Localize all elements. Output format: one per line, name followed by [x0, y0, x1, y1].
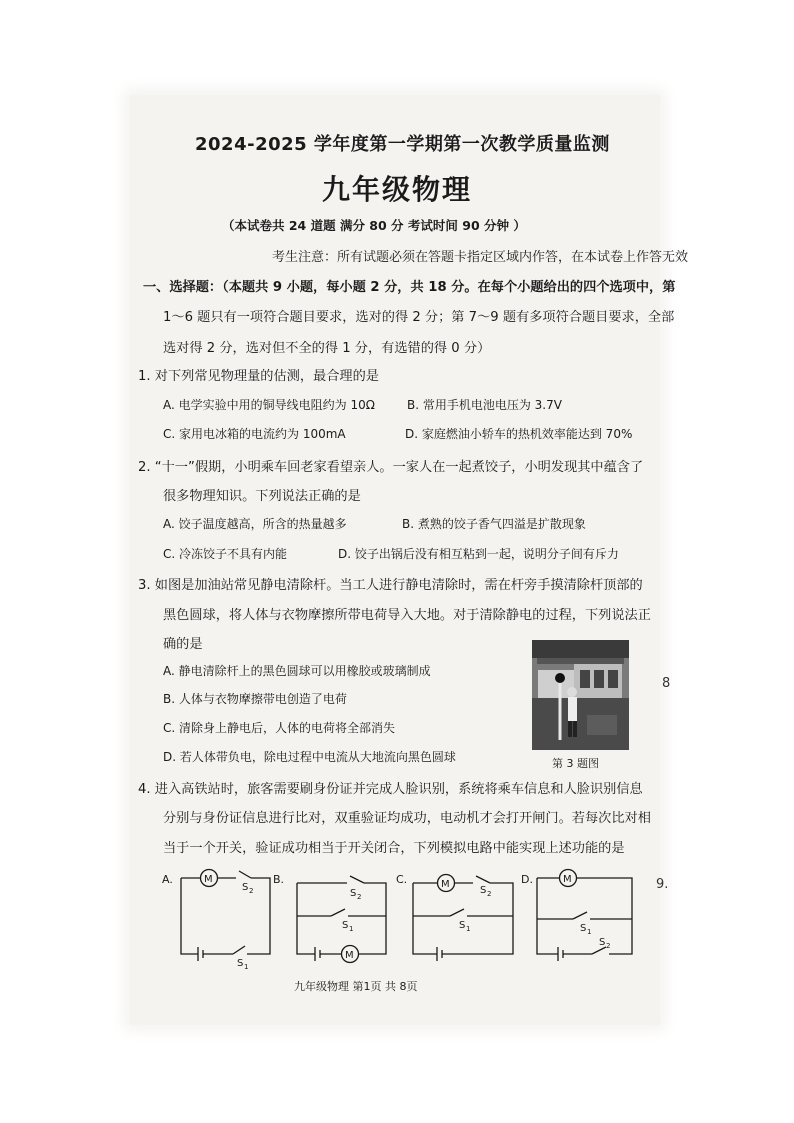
switch-label: S [459, 920, 466, 931]
motor-symbol: M [441, 879, 450, 890]
motor-symbol: M [345, 950, 354, 961]
q1-option-d: D. 家庭燃油小轿车的热机效率能达到 70% [405, 427, 633, 441]
q2-option-c: C. 冷冻饺子不具有内能 [163, 547, 288, 561]
switch-subscript: 1 [466, 925, 471, 933]
page-footer: 九年级物理 第1页 共 8页 [294, 980, 418, 993]
switch-subscript: 2 [249, 887, 254, 895]
q2-option-d: D. 饺子出锅后没有相互粘到一起，说明分子间有斥力 [338, 547, 619, 561]
q4-stem-line: 分别与身份证信息进行比对，双重验证均成功，电动机才会打开闸门。若每次比对相 [163, 811, 651, 826]
q4-circuit-diagrams [150, 858, 650, 970]
section1-heading: 一、选择题：（本题共 9 小题，每小题 2 分，共 18 分。在每个小题给出的四个选项中，第 [143, 280, 676, 295]
motor-symbol: M [204, 874, 213, 885]
q3-photo [532, 640, 629, 750]
q2-stem: 2. “十一”假期，小明乘车回老家看望亲人。一家人在一起煮饺子，小明发现其中蕴含了 [138, 460, 644, 475]
q2-stem-line: 很多物理知识。下列说法正确的是 [163, 489, 361, 504]
circuit-a [181, 870, 270, 962]
motor-symbol: M [563, 874, 572, 885]
circuit-a-label: A. [162, 873, 173, 886]
q3-option-b: B. 人体与衣物摩擦带电创造了电荷 [163, 692, 347, 706]
section1-line: 选对得 2 分，选对但不全的得 1 分，有选错的得 0 分） [163, 341, 491, 356]
q3-option-a: A. 静电清除杆上的黑色圆球可以用橡胶或玻璃制成 [163, 664, 431, 678]
q3-figure-caption: 第 3 题图 [552, 757, 599, 770]
exam-info: （本试卷共 24 道题 满分 80 分 考试时间 90 分钟 ） [222, 218, 526, 233]
q1-stem: 1. 对下列常见物理量的估测，最合理的是 [138, 369, 379, 384]
switch-label: S [599, 937, 606, 948]
q4-stem-line: 当于一个开关，验证成功相当于开关闭合，下列模拟电路中能实现上述功能的是 [163, 841, 625, 856]
switch-subscript: 1 [349, 925, 354, 933]
switch-subscript: 1 [587, 928, 592, 936]
switch-label: S [350, 888, 357, 899]
circuit-d-label: D. [521, 873, 533, 886]
switch-subscript: 2 [606, 942, 611, 950]
q4-stem: 4. 进入高铁站时，旅客需要刷身份证并完成人脸识别，系统将乘车信息和人脸识别信息 [138, 782, 643, 797]
circuit-c-label: C. [396, 873, 408, 886]
q1-option-c: C. 家用电冰箱的电流约为 100mA [163, 427, 346, 441]
section1-line: 1～6 题只有一项符合题目要求，选对的得 2 分；第 7～9 题有多项符合题目要求，全部 [163, 310, 675, 325]
switch-label: S [242, 882, 249, 893]
q3-stem: 3. 如图是加油站常见静电清除杆。当工人进行静电清除时，需在杆旁手摸清除杆顶部的 [138, 578, 643, 593]
switch-label: S [480, 885, 487, 896]
circuit-b-label: B. [273, 873, 285, 886]
switch-subscript: 1 [244, 963, 249, 970]
margin-mark: 8 [662, 676, 671, 691]
switch-label: S [580, 923, 587, 934]
switch-label: S [237, 958, 244, 969]
exam-title: 2024-2025 学年度第一学期第一次教学质量监测 [195, 134, 610, 155]
circuit-d [537, 870, 632, 962]
subject-title: 九年级物理 [322, 173, 473, 206]
switch-subscript: 2 [357, 893, 362, 901]
margin-mark: 9. [656, 877, 669, 892]
q3-stem-line: 确的是 [163, 637, 203, 652]
circuit-c [413, 875, 513, 962]
switch-label: S [342, 920, 349, 931]
switch-subscript: 2 [487, 890, 492, 898]
q1-option-b: B. 常用手机电池电压为 3.7V [407, 398, 562, 412]
q3-option-d: D. 若人体带负电，除电过程中电流从大地流向黑色圆球 [163, 750, 456, 764]
q2-option-b: B. 煮熟的饺子香气四溢是扩散现象 [402, 517, 586, 531]
q1-option-a: A. 电学实验中用的铜导线电阻约为 10Ω [163, 398, 375, 412]
q3-option-c: C. 清除身上静电后，人体的电荷将全部消失 [163, 721, 396, 735]
q3-stem-line: 黑色圆球，将人体与衣物摩擦所带电荷导入大地。对于清除静电的过程，下列说法正 [163, 608, 651, 623]
q2-option-a: A. 饺子温度越高，所含的热量越多 [163, 517, 347, 531]
exam-notice: 考生注意：所有试题必须在答题卡指定区域内作答，在本试卷上作答无效 [272, 250, 689, 265]
